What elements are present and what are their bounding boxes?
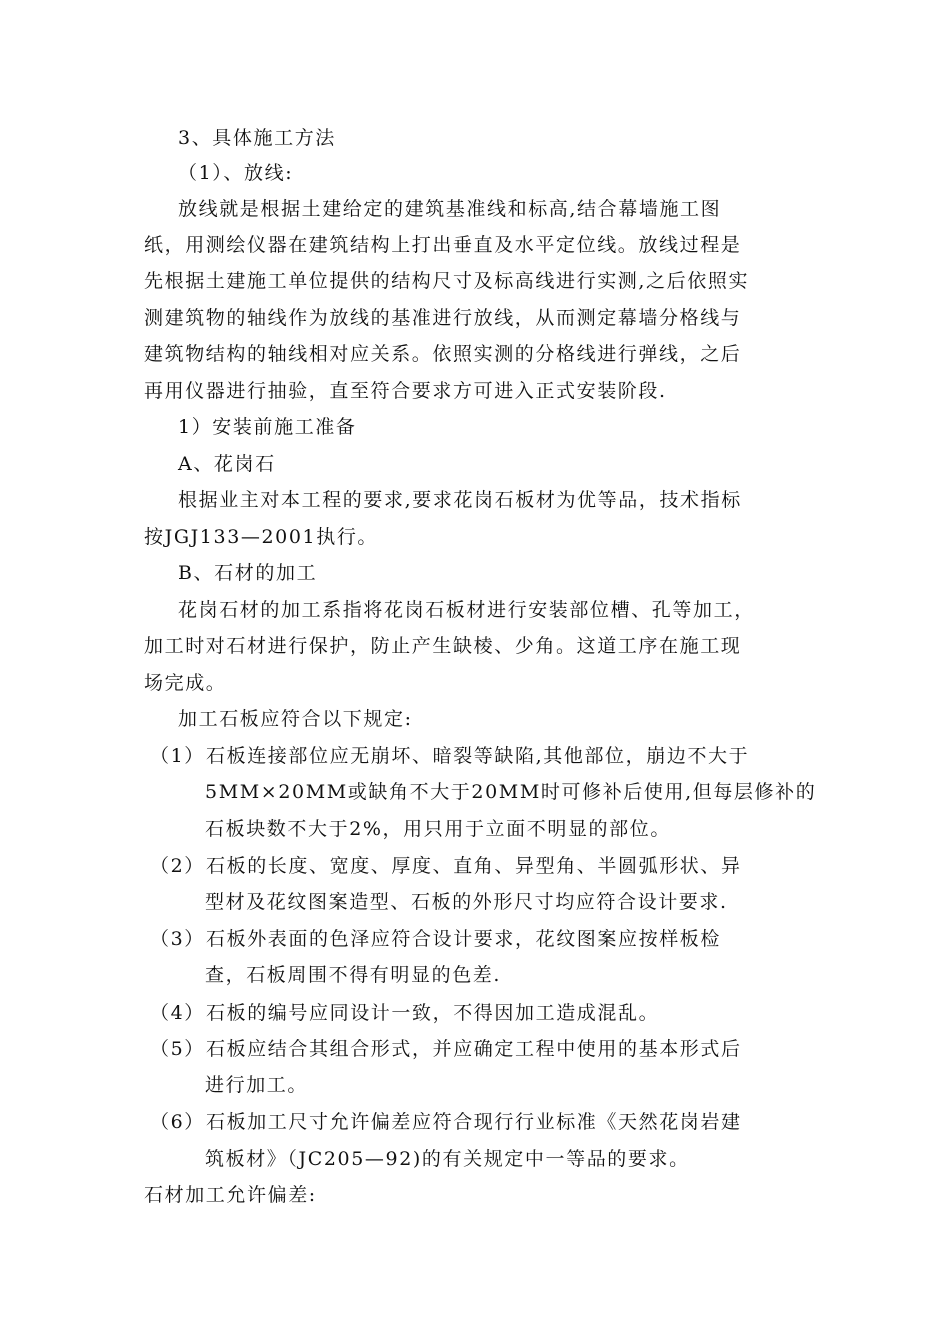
rule-text: 石板外表面的色泽应符合设计要求，花纹图案应按样板检 (206, 928, 722, 950)
rule-text-continued: 筑板材》（JC205—92)的有关规定中一等品的要求。 (205, 1148, 690, 1170)
rule-number: （3） (150, 928, 205, 950)
rule-text: 石板的长度、宽度、厚度、直角、异型角、半圆弧形状、异 (206, 855, 742, 877)
paragraph-line: 纸，用测绘仪器在建筑结构上打出垂直及水平定位线。放线过程是 (144, 234, 742, 256)
closing-heading: 石材加工允许偏差: (144, 1184, 317, 1206)
rule-number: （2） (150, 855, 205, 877)
rule-item (150, 926, 721, 952)
rule-text-continued: 进行加工。 (205, 1074, 309, 1096)
rule-item (150, 1109, 742, 1135)
rule-number: （5） (150, 1038, 205, 1060)
paragraph-line: 测建筑物的轴线作为放线的基准进行放线，从而测定幕墙分格线与 (144, 307, 742, 329)
paragraph-line: 按JGJ133—2001执行。 (144, 526, 379, 548)
rule-item (150, 1000, 659, 1026)
paragraph-line: 加工时对石材进行保护，防止产生缺棱、少角。这道工序在施工现 (144, 635, 742, 657)
rule-text: 石板加工尺寸允许偏差应符合现行行业标准《天然花岗岩建 (206, 1111, 742, 1133)
paragraph-line: 场完成。 (144, 672, 227, 694)
paragraph-line: 根据业主对本工程的要求,要求花岗石板材为优等品，技术指标 (178, 489, 742, 511)
rule-text: 石板应结合其组合形式，并应确定工程中使用的基本形式后 (206, 1038, 742, 1060)
paragraph-line: 放线就是根据土建给定的建筑基准线和标高,结合幕墙施工图 (178, 198, 722, 220)
paragraph-line: 先根据土建施工单位提供的结构尺寸及标高线进行实测,之后依照实 (144, 270, 750, 292)
rule-text-continued: 5MM×20MM或缺角不大于20MM时可修补后使用,但每层修补的 (205, 781, 817, 803)
subsection-heading-layout: （1）、放线: (178, 162, 294, 184)
rule-text-continued: 石板块数不大于2%，用只用于立面不明显的部位。 (205, 818, 671, 840)
rule-text: 石板连接部位应无崩坏、暗裂等缺陷,其他部位，崩边不大于 (206, 745, 750, 767)
rule-number: （6） (150, 1111, 205, 1133)
rule-text-continued: 型材及花纹图案造型、石板的外形尺寸均应符合设计要求. (205, 891, 728, 913)
rule-number: （1） (150, 745, 205, 767)
paragraph-line: 建筑物结构的轴线相对应关系。依照实测的分格线进行弹线，之后 (144, 343, 742, 365)
rule-item (150, 743, 749, 769)
subheading-granite: A、花岗石 (178, 453, 276, 475)
section-heading: 3、具体施工方法 (178, 127, 336, 149)
rule-text-continued: 查，石板周围不得有明显的色差. (205, 964, 502, 986)
paragraph-line: 花岗石材的加工系指将花岗石板材进行安装部位槽、孔等加工， (178, 599, 755, 621)
rules-intro: 加工石板应符合以下规定: (178, 708, 413, 730)
paragraph-line: 再用仪器进行抽验，直至符合要求方可进入正式安装阶段. (144, 380, 667, 402)
rule-text: 石板的编号应同设计一致，不得因加工造成混乱。 (206, 1002, 660, 1024)
rule-item (150, 853, 742, 879)
subheading-preparation: 1）安装前施工准备 (178, 416, 357, 438)
rule-number: （4） (150, 1002, 205, 1024)
subheading-stone-processing: B、石材的加工 (178, 562, 318, 584)
rule-item (150, 1036, 742, 1062)
